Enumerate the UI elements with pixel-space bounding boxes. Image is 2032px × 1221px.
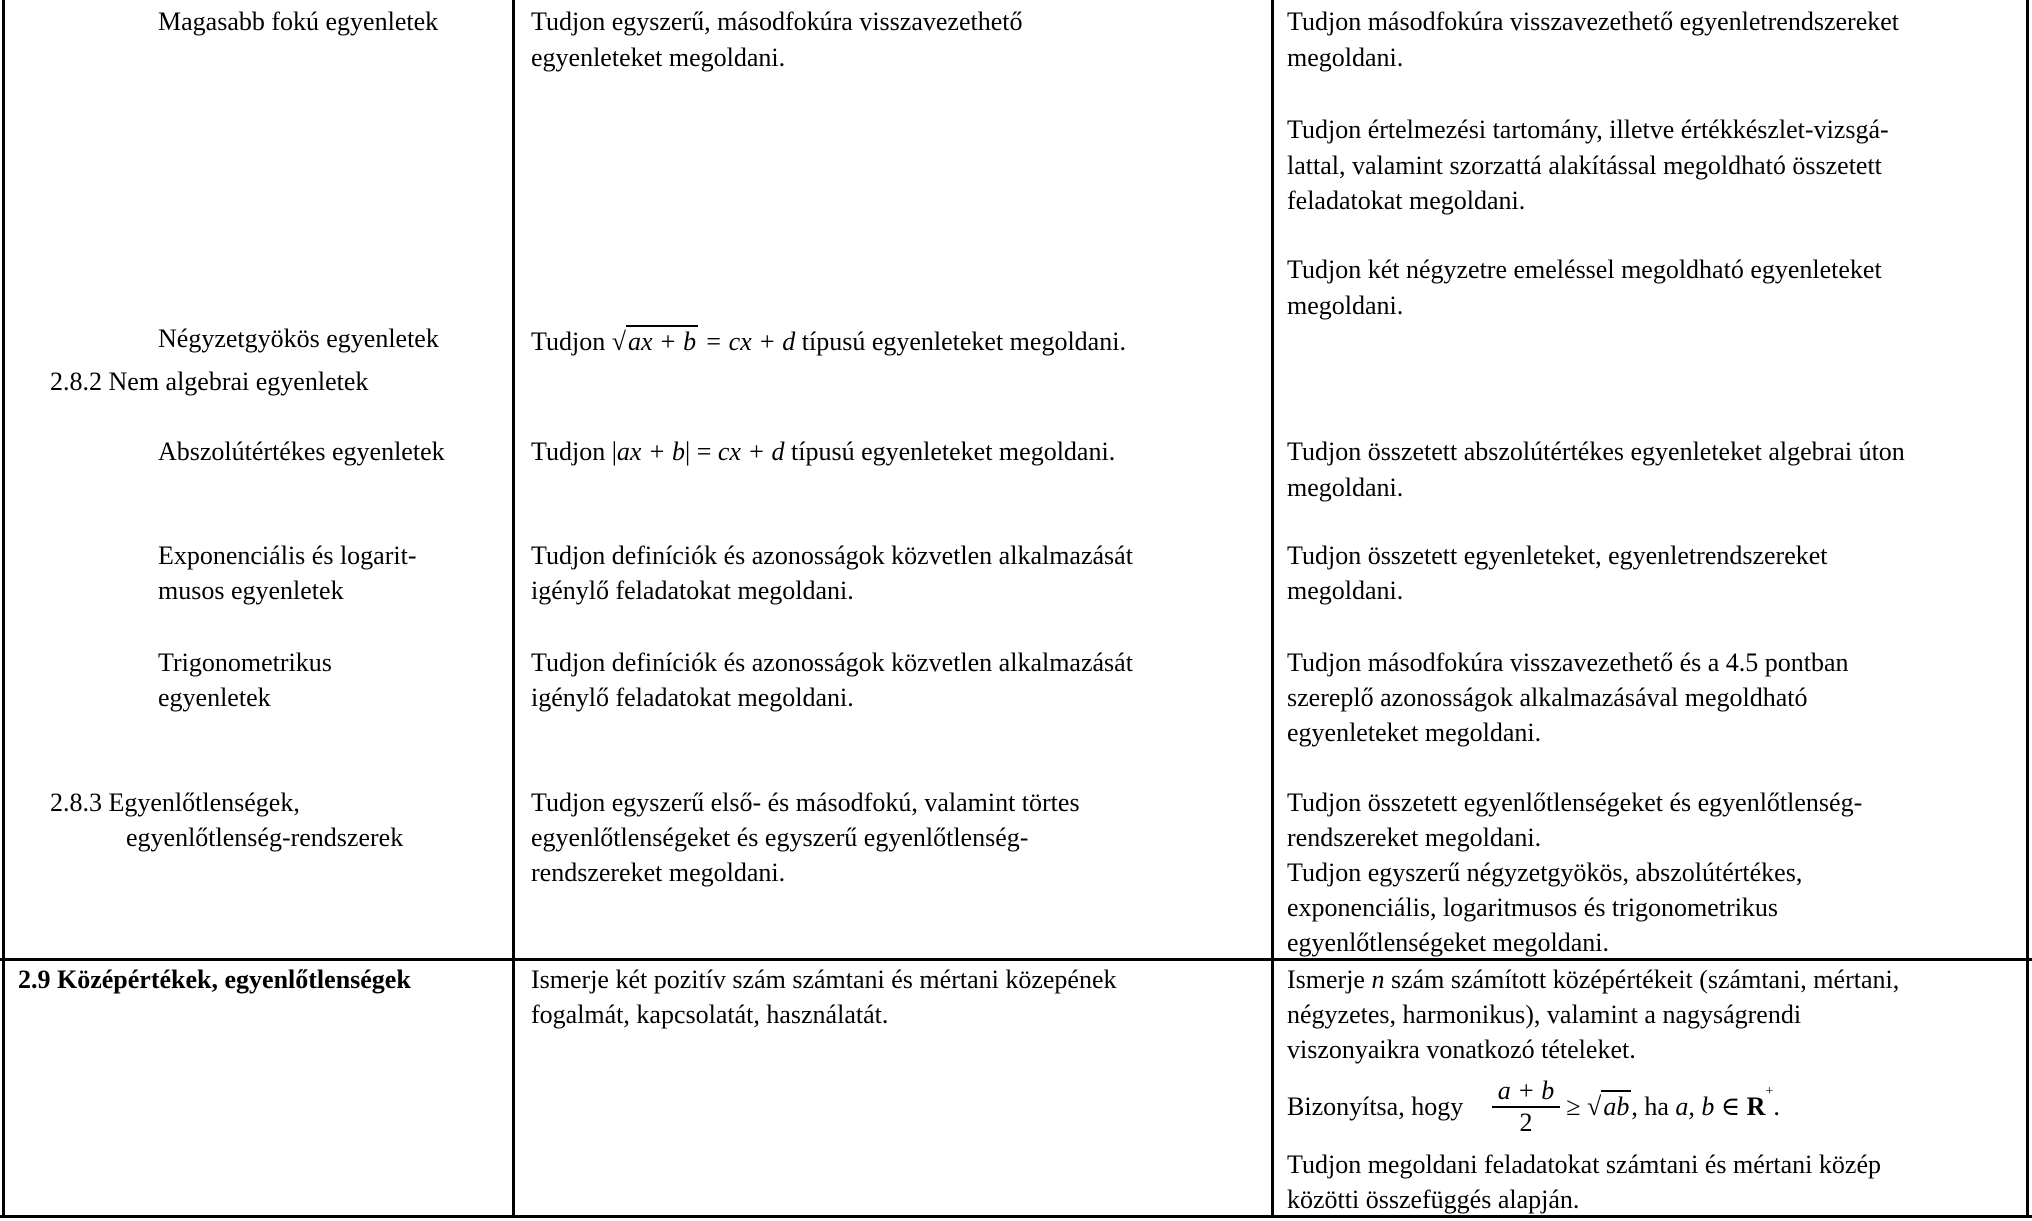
adv-trigonometrikus-line-3: egyenleteket megoldani.	[1287, 718, 1542, 747]
mid-magasabb-line-2: egyenleteket megoldani.	[531, 43, 786, 72]
mid-negyzetgyokos	[531, 324, 1126, 359]
table-border-left	[2, 0, 5, 1217]
adv-kozepertekek-1-line-1	[1287, 962, 1899, 997]
table-border-right	[2026, 0, 2029, 1217]
formula-rhs: = cx + d	[698, 327, 796, 356]
table-border-bottom	[0, 1215, 2032, 1218]
adv-exponencialis-line-1: Tudjon összetett egyenleteket, egyenletrendszereket	[1287, 541, 1828, 570]
adv-egyenlotlensegek-1-line-1: Tudjon összetett egyenlőtlenségeket és egyenlőtlenség-	[1287, 788, 1863, 817]
adv-egyenlotlensegek-1-line-2: rendszereket megoldani.	[1287, 823, 1542, 852]
adv-kozepertekek-1-line-2: négyzetes, harmonikus), valamint a nagyságrendi	[1287, 1000, 1802, 1029]
mid-kozepertekek-line-1: Ismerje két pozitív szám számtani és mértani közepének	[531, 965, 1117, 994]
adv-egyenlotlensegek-2-line-1: Tudjon egyszerű négyzetgyökös, abszolútértékes,	[1287, 858, 1803, 887]
mid-egyenlotlensegek-line-1: Tudjon egyszerű első- és másodfokú, valamint törtes	[531, 788, 1080, 817]
proof-vars: a, b	[1675, 1092, 1715, 1121]
topic-trigonometrikus-line-1: Trigonometrikus	[158, 648, 332, 677]
sqrt-radicand: ax + b	[627, 327, 697, 356]
geq-sign: ≥	[1566, 1092, 1581, 1121]
mid-negyzetgyokos-post: típusú egyenleteket megoldani.	[801, 327, 1126, 356]
mid-abszolut-formula2: cx + d	[717, 437, 785, 466]
topic-egyenlotlensegek-line-1: 2.8.3 Egyenlőtlenségek,	[50, 788, 300, 817]
mid-abszolut-pre: Tudjon |	[531, 437, 617, 466]
mid-exponencialis-line-1: Tudjon definíciók és azonosságok közvetlen alkalmazását	[531, 541, 1133, 570]
fraction-numerator: a + b	[1492, 1076, 1561, 1108]
sqrt-formula: √ax + b	[611, 327, 697, 356]
topic-kozepertekek: 2.9 Középértékek, egyenlőtlenségek	[18, 965, 411, 994]
mid-abszolut-mid: | =	[685, 437, 718, 466]
topic-exponencialis-line-1: Exponenciális és logarit-	[158, 541, 417, 570]
adv-egyenlotlensegek-2-line-2: exponenciális, logaritmusos és trigonometrikus	[1287, 893, 1779, 922]
proof-mid: , ha	[1631, 1092, 1676, 1121]
proof-pre: Bizonyítsa, hogy	[1287, 1092, 1464, 1121]
adv-magasabb-3-line-1: Tudjon két négyzetre emeléssel megoldható egyenleteket	[1287, 255, 1882, 284]
adv-magasabb-3-line-2: megoldani.	[1287, 291, 1404, 320]
column-divider-1	[512, 0, 515, 1217]
adv-kozepertekek-pre: Ismerje	[1287, 965, 1372, 994]
heading-nem-algebrai: 2.8.2 Nem algebrai egyenletek	[50, 367, 369, 396]
column-divider-2	[1271, 0, 1274, 1217]
proof-set: R	[1746, 1092, 1766, 1121]
adv-kozepertekek-2-line-2: közötti összefüggés alapján.	[1287, 1185, 1580, 1214]
adv-magasabb-2-line-2: lattal, valamint szorzattá alakítással megoldható összetett	[1287, 151, 1882, 180]
adv-abszolut-line-1: Tudjon összetett abszolútértékes egyenleteket algebrai úton	[1287, 437, 1905, 466]
proof-statement	[1287, 1076, 1780, 1138]
adv-exponencialis-line-2: megoldani.	[1287, 576, 1404, 605]
mid-trigonometrikus-line-1: Tudjon definíciók és azonosságok közvetlen alkalmazását	[531, 648, 1133, 677]
gm-sqrt: √ab	[1587, 1092, 1630, 1121]
row-divider	[0, 958, 2032, 961]
adv-kozepertekek-1-line-3: viszonyaikra vonatkozó tételeket.	[1287, 1035, 1636, 1064]
topic-trigonometrikus-line-2: egyenletek	[158, 683, 271, 712]
mid-abszolut-post: típusú egyenleteket megoldani.	[784, 437, 1116, 466]
topic-magasabb-foku: Magasabb fokú egyenletek	[158, 7, 439, 36]
mid-magasabb-line-1: Tudjon egyszerű, másodfokúra visszavezethető	[531, 7, 1023, 36]
gm-radicand: ab	[1603, 1092, 1630, 1121]
topic-negyzetgyokos: Négyzetgyökös egyenletek	[158, 324, 439, 353]
adv-trigonometrikus-line-2: szereplő azonosságok alkalmazásával megoldható	[1287, 683, 1808, 712]
adv-egyenlotlensegek-2-line-3: egyenlőtlenségeket megoldani.	[1287, 928, 1610, 957]
adv-kozepertekek-n: n	[1371, 965, 1385, 994]
topic-abszolut: Abszolútértékes egyenletek	[158, 437, 445, 466]
adv-trigonometrikus-line-1: Tudjon másodfokúra visszavezethető és a 4.5 pontban	[1287, 648, 1849, 677]
mid-trigonometrikus-line-2: igénylő feladatokat megoldani.	[531, 683, 854, 712]
mid-abszolut	[531, 434, 1115, 469]
mid-negyzetgyokos-pre: Tudjon	[531, 327, 612, 356]
adv-abszolut-line-2: megoldani.	[1287, 473, 1404, 502]
mid-abszolut-formula: ax + b	[616, 437, 685, 466]
proof-end: .	[1773, 1092, 1780, 1121]
topic-exponencialis-line-2: musos egyenletek	[158, 576, 344, 605]
mid-egyenlotlensegek-line-3: rendszereket megoldani.	[531, 858, 786, 887]
fraction-denominator: 2	[1519, 1108, 1533, 1137]
am-fraction	[1492, 1076, 1561, 1138]
adv-magasabb-2-line-3: feladatokat megoldani.	[1287, 186, 1526, 215]
proof-sup: +	[1765, 1083, 1774, 1099]
adv-kozepertekek-2-line-1: Tudjon megoldani feladatokat számtani és mértani közép	[1287, 1150, 1881, 1179]
topic-egyenlotlensegek-line-2: egyenlőtlenség-rendszerek	[126, 823, 404, 852]
mid-exponencialis-line-2: igénylő feladatokat megoldani.	[531, 576, 854, 605]
adv-kozepertekek-post: szám számított középértékeit (számtani, mértani,	[1384, 965, 1900, 994]
mid-kozepertekek-line-2: fogalmát, kapcsolatát, használatát.	[531, 1000, 889, 1029]
adv-magasabb-1-line-1: Tudjon másodfokúra visszavezethető egyenletrendszereket	[1287, 7, 1900, 36]
adv-magasabb-1-line-2: megoldani.	[1287, 43, 1404, 72]
adv-magasabb-2-line-1: Tudjon értelmezési tartomány, illetve értékkészlet-vizsgá-	[1287, 115, 1889, 144]
mid-egyenlotlensegek-line-2: egyenlőtlenségeket és egyszerű egyenlőtlenség-	[531, 823, 1029, 852]
proof-in: ∈	[1714, 1092, 1747, 1121]
